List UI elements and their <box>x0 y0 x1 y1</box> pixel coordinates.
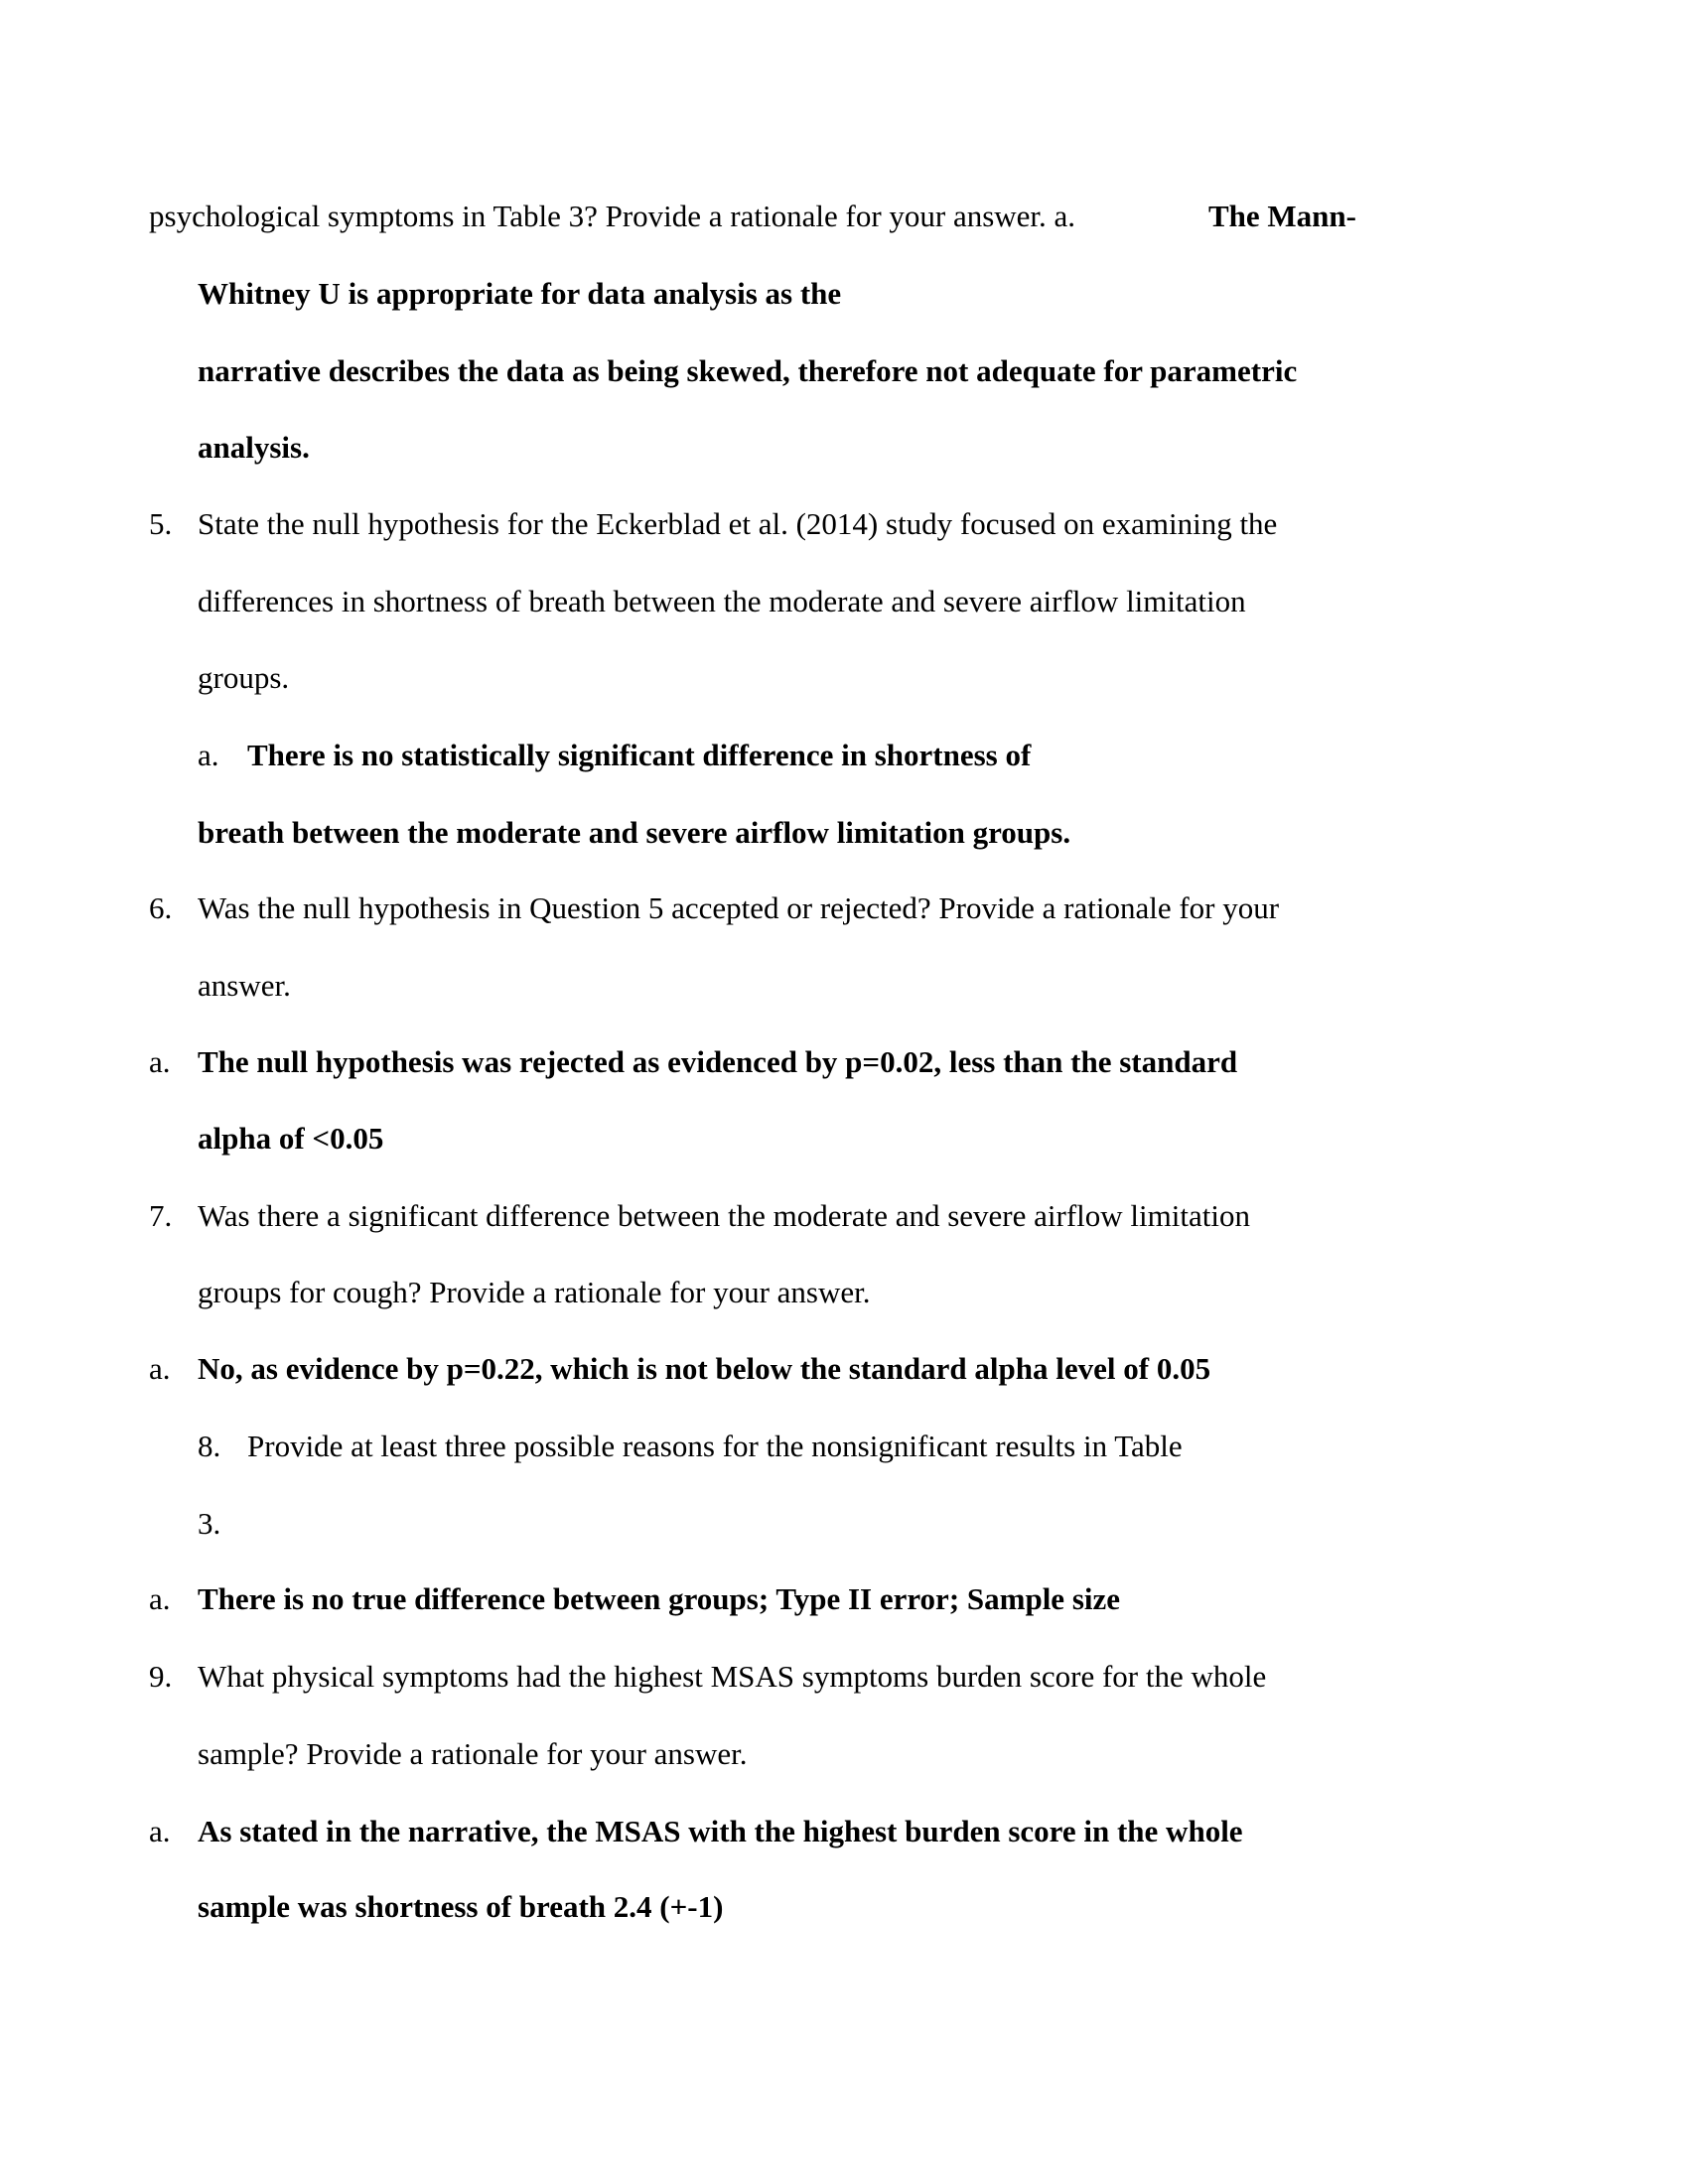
answer-marker: a. <box>149 1581 171 1616</box>
question-number: 9. <box>149 1659 173 1694</box>
answer-text: The Mann- <box>1208 199 1356 233</box>
question-text: Provide at least three possible reasons for the nonsignificant results in Table <box>247 1429 1183 1463</box>
answer-text: narrative describes the data as being skewed, therefore not adequate for parametric <box>198 353 1298 388</box>
question-text: State the null hypothesis for the Eckerblad et al. (2014) study focused on examining the <box>198 506 1278 541</box>
answer-text: Whitney U is appropriate for data analysis as the <box>198 276 842 311</box>
question-text: Was there a significant difference between the moderate and severe airflow limitation <box>198 1198 1250 1233</box>
text-line: psychological symptoms in Table 3? Provide a rationale for your answer. a. <box>149 199 1076 233</box>
question-text: groups. <box>198 660 290 695</box>
answer-marker: a. <box>198 738 219 772</box>
answer-text: The null hypothesis was rejected as evidenced by p=0.02, less than the standard <box>198 1044 1238 1079</box>
answer-text: There is no statistically significant difference in shortness of <box>247 738 1032 772</box>
answer-text: alpha of <0.05 <box>198 1121 384 1156</box>
answer-text: sample was shortness of breath 2.4 (+-1) <box>198 1889 724 1924</box>
question-number: 8. <box>198 1429 221 1463</box>
question-number: 6. <box>149 890 173 925</box>
question-text: sample? Provide a rationale for your answer. <box>198 1736 748 1771</box>
answer-text: As stated in the narrative, the MSAS with the highest burden score in the whole <box>198 1814 1243 1848</box>
question-text: differences in shortness of breath between the moderate and severe airflow limitation <box>198 584 1246 618</box>
answer-marker: a. <box>149 1814 171 1848</box>
question-number: 7. <box>149 1198 173 1233</box>
answer-text: No, as evidence by p=0.22, which is not below the standard alpha level of 0.05 <box>198 1351 1211 1386</box>
answer-text: analysis. <box>198 430 310 465</box>
answer-text: breath between the moderate and severe airflow limitation groups. <box>198 815 1071 850</box>
answer-text: There is no true difference between groups; Type II error; Sample size <box>198 1581 1121 1616</box>
question-text: answer. <box>198 968 291 1003</box>
answer-marker: a. <box>149 1044 171 1079</box>
answer-marker: a. <box>149 1351 171 1386</box>
question-text: What physical symptoms had the highest MSAS symptoms burden score for the whole <box>198 1659 1267 1694</box>
question-number: 5. <box>149 506 173 541</box>
question-text: Was the null hypothesis in Question 5 accepted or rejected? Provide a rationale for your <box>198 890 1280 925</box>
question-text: groups for cough? Provide a rationale for your answer. <box>198 1275 871 1309</box>
question-text: 3. <box>198 1506 221 1541</box>
